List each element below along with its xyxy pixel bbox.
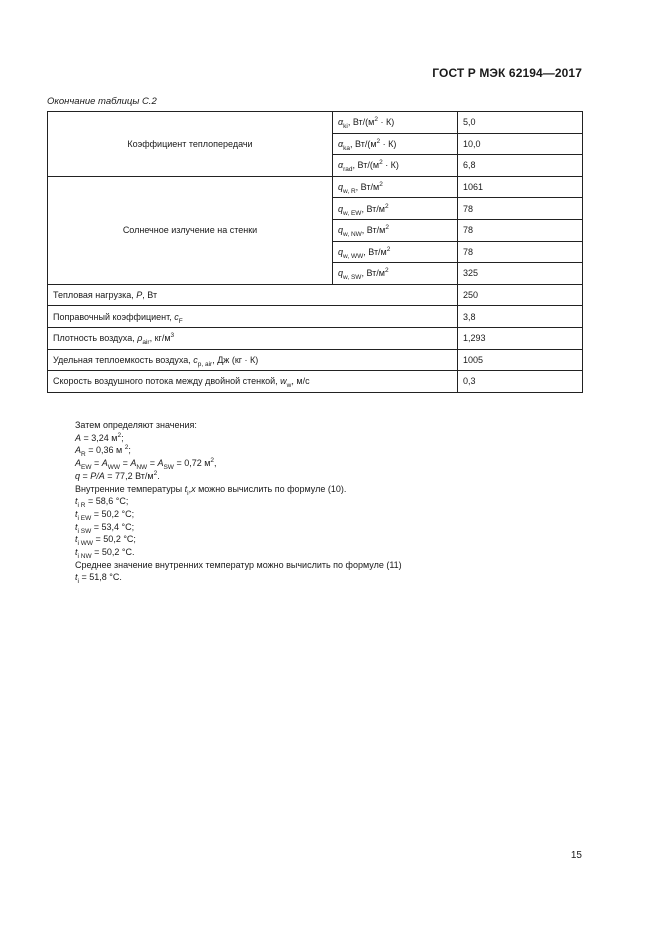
group-label: Солнечное излучение на стенки	[48, 176, 333, 284]
page-number: 15	[570, 850, 582, 861]
param-label: Поправочный коэффициент, $c_F$	[48, 306, 458, 328]
formula-line: $t_{i EW} = 50,2$ °C;	[75, 508, 135, 522]
value-cell: 3,8	[458, 306, 583, 328]
text-line: Внутренние температуры $t_i,x$ можно вычислить по формуле (10).	[75, 483, 347, 497]
value-cell: 78	[458, 241, 583, 263]
table-row	[48, 306, 583, 328]
value-cell: 250	[458, 284, 583, 306]
param-cell: $q_{w, WW}$, $Вт/м^2$	[333, 241, 458, 263]
formula-line: $A_{EW} = A_{WW} = A_{NW} = A_{SW} = 0,72$ $м^2$,	[75, 457, 217, 471]
table-row	[48, 349, 583, 371]
table-row	[48, 176, 583, 198]
value-cell: 10,0	[458, 133, 583, 155]
table-row	[48, 112, 583, 134]
param-cell: $q_{w, EW}$, $Вт/м^2$	[333, 198, 458, 220]
value-cell: 78	[458, 219, 583, 241]
param-label: Удельная теплоемкость воздуха, $c_{p, air}$, Дж (кг · К)	[48, 349, 458, 371]
formula-line: $t_{i R} = 58,6$ °C;	[75, 496, 129, 510]
formula-line: q = P/A = 77,2 $Вт/м^2$.	[75, 469, 160, 481]
param-label: Тепловая нагрузка, P, Вт	[48, 284, 458, 306]
calculation-text	[75, 419, 402, 584]
formula-line: $t_i = 51,8$ °C.	[75, 572, 122, 586]
value-cell: 5,0	[458, 112, 583, 134]
data-table	[47, 111, 583, 393]
param-cell: $q_{w, SW}$, $Вт/м^2$	[333, 263, 458, 285]
formula-line: $A_R = 0,36$ м $^2$;	[75, 444, 131, 459]
param-cell: $q_{w, NW}$, $Вт/м^2$	[333, 219, 458, 241]
text-line: Среднее значение внутренних температур можно вычислить по формуле (11)	[75, 559, 402, 570]
table-caption: Окончание таблицы С.2	[47, 96, 157, 107]
formula-line: $t_{i NW} = 50,2$ °C.	[75, 547, 135, 560]
formula-line: $t_{i SW} = 53,4$ °C;	[75, 521, 135, 535]
param-cell: $q_{w, R}$, $Вт/м^2$	[333, 176, 458, 198]
value-cell: 0,3	[458, 371, 583, 393]
value-cell: 325	[458, 263, 583, 285]
formula-line: $t_{i WW} = 50,2$ °C;	[75, 534, 136, 548]
table-row	[48, 327, 583, 349]
value-cell: 78	[458, 198, 583, 220]
value-cell: 1005	[458, 349, 583, 371]
group-label: Коэффициент теплопередачи	[48, 112, 333, 177]
param-cell: $\alpha_{rad}$, $Вт/(м^2 \cdot К)$	[333, 155, 458, 177]
param-cell: $\alpha_{ka}$, $Вт/(м^2 \cdot К)$	[333, 133, 458, 155]
value-cell: 1,293	[458, 327, 583, 349]
value-cell: 1061	[458, 176, 583, 198]
table-row	[48, 284, 583, 306]
formula-line: A = 3,24 $м^2$;	[75, 431, 124, 443]
param-label: Скорость воздушного потока между двойной стенкой, $w_w$, м/с	[48, 371, 458, 393]
value-cell: 6,8	[458, 155, 583, 177]
param-label: Плотность воздуха, $\rho_{air}$, $кг/м^3$	[48, 327, 458, 349]
param-cell: $\alpha_{ki}$, $Вт/(м^2 \cdot К)$	[333, 112, 458, 134]
intro-line: Затем определяют значения:	[75, 420, 197, 430]
document-code: ГОСТ Р МЭК 62194—2017	[432, 66, 582, 80]
table-row	[48, 371, 583, 393]
